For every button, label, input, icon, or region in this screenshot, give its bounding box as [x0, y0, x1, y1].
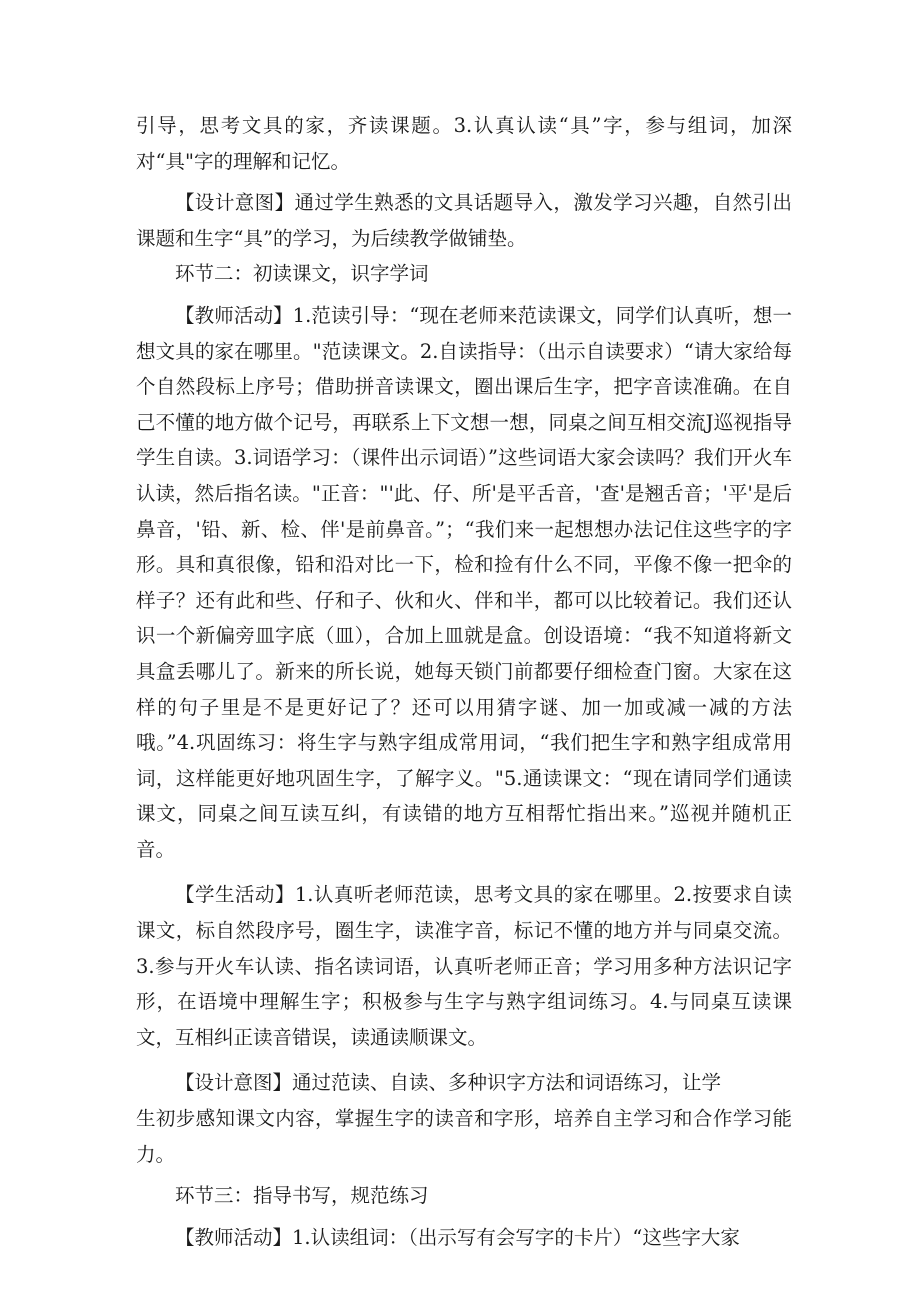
section-heading-2: 环节二：初读课文，识字学词	[175, 262, 429, 286]
paragraph-design-intent-1: 【设计意图】通过学生熟悉的文具话题导入，激发学习兴趣，自然引出课题和生字“具”的学习，为后续教学做铺垫。	[136, 191, 792, 250]
paragraph-design-intent-2-rest: 生初步感知课文内容，掌握生字的读音和字形，培养自主学习和合作学习能力。	[136, 1107, 792, 1166]
paragraph-student-activity-2: 【学生活动】1.认真听老师范读，思考文具的家在哪里。2.按要求自读课文，标自然段序号，圈生字，读准字音，标记不懂的地方并与同桌交流。3.参与开火车认读、指名读词语，认真听老师正音；学习用多种方法识记字形，在语境中理解生字；积极参与生字与熟字组词练习。4.与同桌互读课文，互相纠正读音错误，读通读顺课文。	[136, 883, 792, 1049]
paragraph-teacher-activity-3: 【教师活动】1.认读组词：（出示写有会写字的卡片）“这些字大家	[175, 1225, 740, 1249]
section-heading-3: 环节三：指导书写，规范练习	[175, 1184, 429, 1208]
document-page	[136, 108, 792, 1255]
paragraph-design-intent-2-line1: 【设计意图】通过范读、自读、多种识字方法和词语练习，让学	[175, 1071, 722, 1095]
paragraph-teacher-guidance-end: 引导，思考文具的家，齐读课题。3.认真认读“具”字，参与组词，加深对“具"字的理解和记忆。	[136, 114, 792, 173]
paragraph-teacher-activity-2: 【教师活动】1.范读引导：“现在老师来范读课文，同学们认真听，想一想文具的家在哪里。"范读课文。2.自读指导：（出示自读要求）“请大家给每个自然段标上序号；借助拼音读课文，圈出课后生字，把字音读准确。在自己不懂的地方做个记号，再联系上下文想一想，同桌之间互相交流J巡视指导学生自读。3.词语学习：（课件出示词语）”这些词语大家会读吗？我们开火车认读，然后指名读。"正音："'此、仔、所'是平舌音，'查'是翘舌音；'平'是后鼻音，'铅、新、检、伴'是前鼻音。”；“我们来一起想想办法记住这些字的字形。具和真很像，铅和沿对比一下，检和捡有什么不同，平像不像一把伞的样子？还有此和些、仔和子、伙和火、伴和半，都可以比较着记。我们还认识一个新偏旁皿字底（皿），合加上皿就是盒。创设语境：“我不知道将新文具盒丢哪儿了。新来的所长说，她每天锁门前都要仔细检查门窗。大家在这样的句子里是不是更好记了？还可以用猜字谜、加一加或减一减的方法哦。”4.巩固练习：将生字与熟字组成常用词，“我们把生字和熟字组成常用词，这样能更好地巩固生字，了解字义。"5.通读课文：“现在请同学们通读课文，同桌之间互读互纠，有读错的地方互相帮忙指出来。”巡视并随机正音。	[136, 303, 792, 861]
